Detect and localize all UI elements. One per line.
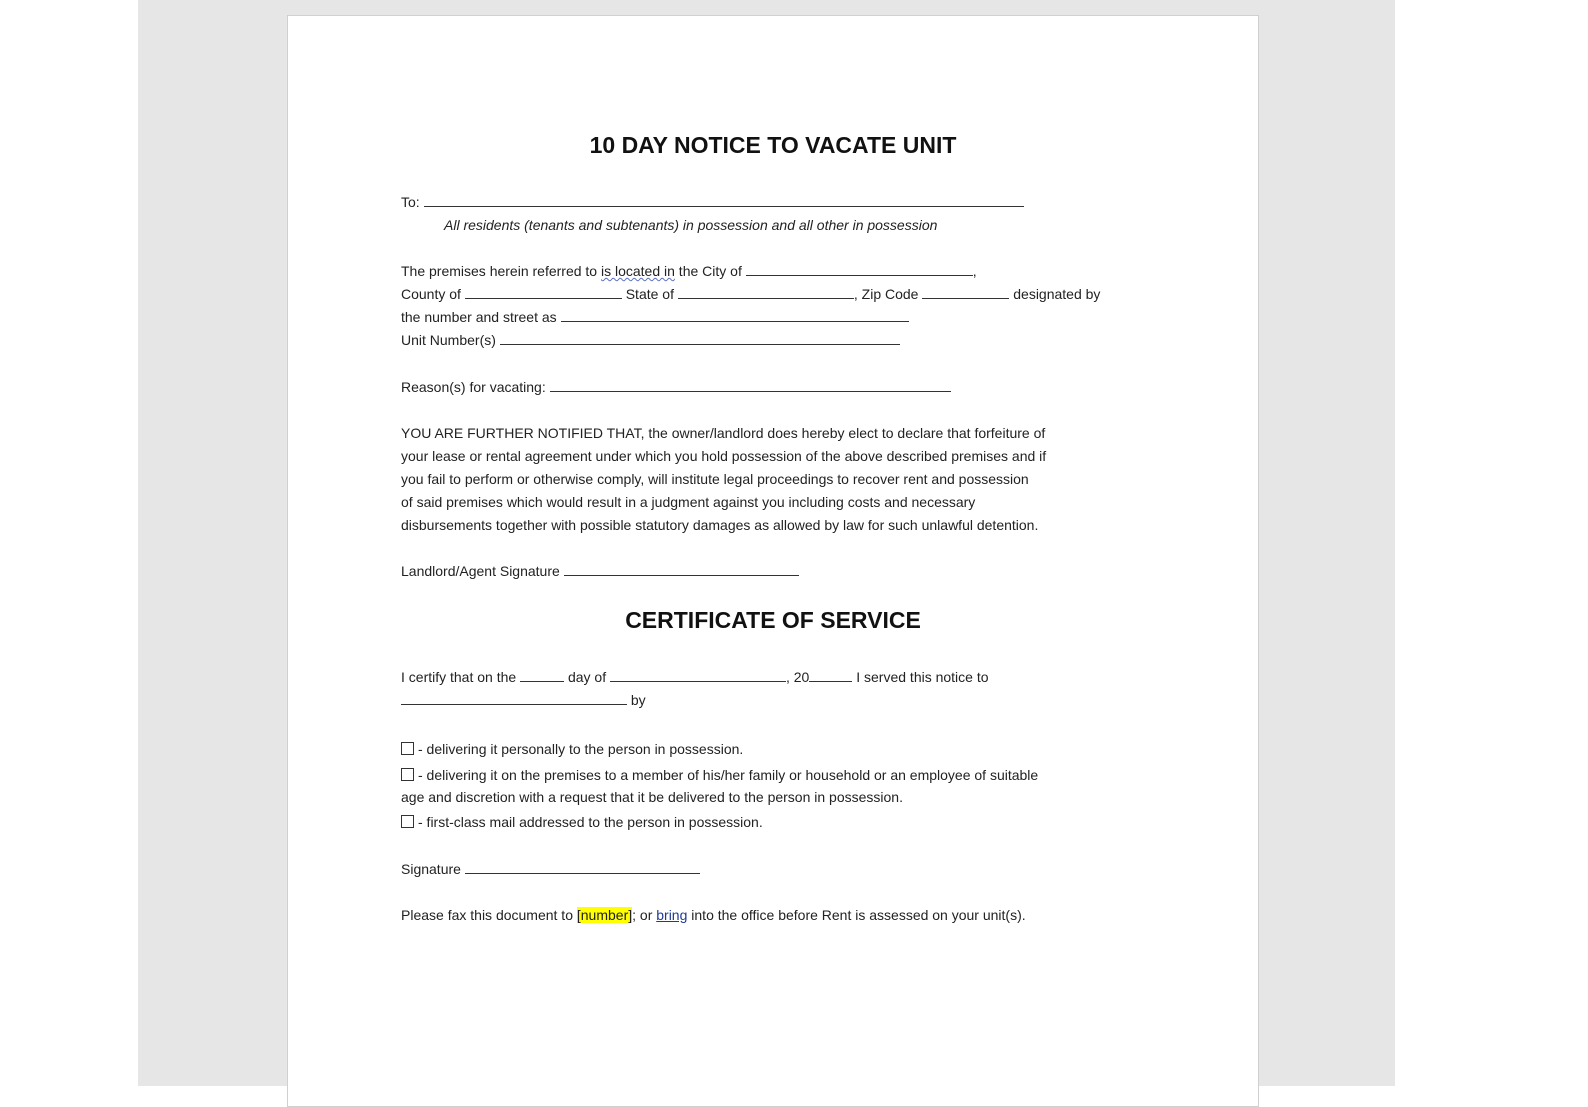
unit-blank[interactable] — [500, 330, 900, 345]
premises-line-4 — [401, 330, 900, 350]
street-blank[interactable] — [561, 307, 909, 322]
option-mail — [401, 812, 763, 832]
text: I served this notice to — [852, 669, 989, 685]
to-label: To: — [401, 194, 420, 210]
checkbox-icon[interactable] — [401, 815, 414, 828]
checkbox-icon[interactable] — [401, 768, 414, 781]
county-blank[interactable] — [465, 284, 622, 299]
premises-line-2 — [401, 284, 1100, 304]
text: by — [627, 692, 646, 708]
year-blank[interactable] — [809, 667, 852, 682]
signature-line — [401, 859, 700, 879]
certify-line — [401, 667, 989, 687]
text: Please fax this document to — [401, 907, 577, 923]
served-to-line — [401, 690, 646, 710]
reason-line — [401, 377, 951, 397]
served-to-blank[interactable] — [401, 690, 627, 705]
landlord-signature-line — [401, 561, 799, 581]
text: Reason(s) for vacating: — [401, 379, 550, 395]
certificate-title: CERTIFICATE OF SERVICE — [625, 607, 921, 633]
landlord-signature-blank[interactable] — [564, 561, 799, 576]
document-title: 10 DAY NOTICE TO VACATE UNIT — [589, 132, 957, 158]
notice-paragraph-line: YOU ARE FURTHER NOTIFIED THAT, the owner/landlord does hereby elect to declare that forfeiture of — [401, 425, 1046, 441]
to-line — [401, 192, 1024, 212]
to-blank[interactable] — [424, 192, 1024, 207]
signature-blank[interactable] — [465, 859, 700, 874]
notice-paragraph-line: you fail to perform or otherwise comply, will institute legal proceedings to recover rent and possession — [401, 471, 1029, 487]
option-personal — [401, 739, 743, 759]
to-caption: All residents (tenants and subtenants) in possession and all other in possession — [444, 217, 938, 233]
document-page — [287, 15, 1259, 1107]
text: the number and street as — [401, 309, 561, 325]
text: - first-class mail addressed to the person in possession. — [418, 814, 763, 830]
text: I certify that on the — [401, 669, 521, 685]
notice-paragraph-line: disbursements together with possible statutory damages as allowed by law for such unlawful detention. — [401, 517, 1039, 533]
text: into the office before Rent is assessed on your unit(s). — [687, 907, 1026, 923]
text: the City of — [674, 263, 746, 279]
text: State of — [621, 286, 678, 302]
notice-paragraph-line: your lease or rental agreement under which you hold possession of the above described premises and if — [401, 448, 1047, 464]
text: ; or — [632, 907, 657, 923]
text: , 20 — [785, 669, 810, 685]
text: , Zip Code — [853, 286, 923, 302]
premises-line-1: The premises herein referred to is located in the City of , — [401, 263, 977, 279]
text: day of — [564, 669, 610, 685]
checkbox-icon[interactable] — [401, 742, 414, 755]
zip-blank[interactable] — [922, 284, 1009, 299]
text: designated by — [1009, 286, 1101, 302]
grammar-flag[interactable]: is located in — [600, 263, 675, 279]
option-premises-cont: age and discretion with a request that it be delivered to the person in possession. — [401, 789, 903, 805]
text: Unit Number(s) — [401, 332, 500, 348]
city-blank[interactable] — [746, 261, 973, 276]
fax-number-placeholder[interactable]: [number] — [576, 907, 633, 923]
option-premises — [401, 765, 1038, 785]
premises-line-3 — [401, 307, 909, 327]
fax-line — [401, 905, 1026, 925]
text: Landlord/Agent Signature — [401, 563, 564, 579]
text: The premises herein referred to — [401, 263, 601, 279]
text: Signature — [401, 861, 465, 877]
document-viewer — [138, 0, 1395, 1086]
reason-blank[interactable] — [550, 377, 951, 392]
state-blank[interactable] — [678, 284, 854, 299]
text: - delivering it personally to the person in possession. — [418, 741, 744, 757]
text: - delivering it on the premises to a member of his/her family or household or an employee of suitable — [418, 767, 1039, 783]
notice-paragraph-line: of said premises which would result in a judgment against you including costs and necessary — [401, 494, 976, 510]
bring-link[interactable]: bring — [656, 907, 688, 923]
text: County of — [401, 286, 465, 302]
day-blank[interactable] — [520, 667, 564, 682]
month-blank[interactable] — [610, 667, 786, 682]
